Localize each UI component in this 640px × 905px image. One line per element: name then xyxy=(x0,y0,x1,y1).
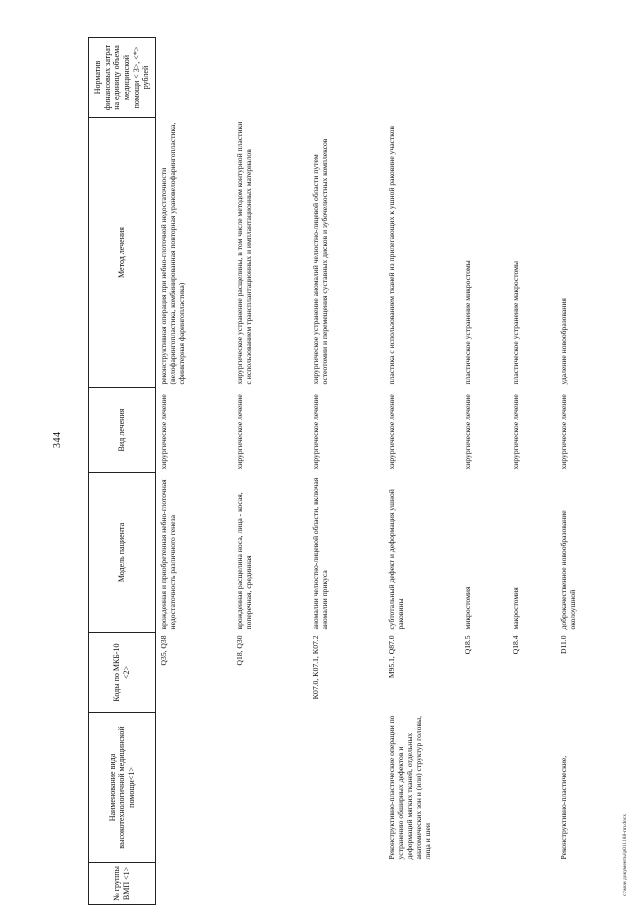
cell-treatment-method: хирургическое устранение расщелины, в том числе методом контурной пластики с использованием трансплантационных и имплантационных материалов xyxy=(235,121,254,385)
cell-cost xyxy=(556,38,592,118)
cell-group-number xyxy=(308,863,384,905)
table-row xyxy=(384,38,460,905)
cell-treatment-type: хирургическое лечение xyxy=(235,394,244,470)
cell-group-number xyxy=(384,863,460,905)
cell-treatment-type: хирургическое лечение xyxy=(311,394,320,470)
header-patient-model: Модель пациента xyxy=(89,473,156,633)
cell-group-number xyxy=(556,863,592,905)
cell-patient-model: врожденная расщелина носа, лица - косая, поперечная, срединная xyxy=(235,492,254,630)
cell-care-name xyxy=(508,713,556,863)
table-row xyxy=(232,38,308,905)
cell-cost xyxy=(156,38,233,118)
cell-treatment-type: хирургическое лечение xyxy=(511,394,520,470)
header-treatment-type: Вид лечения xyxy=(89,388,156,473)
cell-treatment-method: хирургическое устранение аномалий челюстно-лицевой области путем остеотомии и перемещения суставных дисков и зубочелюстных комплексов xyxy=(311,138,330,385)
table-row xyxy=(508,38,556,905)
cell-patient-model: микростомия xyxy=(463,586,472,630)
cell-cost xyxy=(460,38,508,118)
cell-group-number xyxy=(156,863,233,905)
cell-treatment-method: удаление новообразования xyxy=(559,298,568,385)
table-header-row xyxy=(89,38,156,905)
cell-patient-model: субтотальный дефект и деформация ушной раковины xyxy=(387,489,406,630)
cell-care-name xyxy=(156,713,233,863)
cell-icd-codes: K07.0, K07.1, K07.2 xyxy=(311,635,320,700)
header-group-number: № группы ВМП <1> xyxy=(89,863,156,905)
cell-care-name: Реконструктивно-пластические операции по устранению обширных дефектов и деформаций мягких тканей, отдельных анатомических зон и (или) структур головы, лица и шеи xyxy=(387,715,433,860)
cell-group-number xyxy=(460,863,508,905)
cell-care-name xyxy=(460,713,508,863)
header-care-type-name: Наименование вида высокотехнологичной медицинской помощи<1> xyxy=(89,713,156,863)
cell-patient-model: макростомия xyxy=(511,587,520,630)
header-cost-standard: Норматив финансовых затрат на единицу объема медицинской помощи < 3>, <*> рублей xyxy=(89,38,156,118)
cell-icd-codes: Q18.4 xyxy=(511,635,520,655)
table-row xyxy=(460,38,508,905)
table-row xyxy=(556,38,592,905)
cell-icd-codes: D11.0 xyxy=(559,635,568,654)
cell-treatment-method: пластика с использованием тканей из прилегающих к ушной раковине участков xyxy=(387,126,396,385)
cell-icd-codes: Q18.5 xyxy=(463,635,472,655)
cell-treatment-type: хирургическое лечение xyxy=(387,394,396,470)
cell-treatment-method: реконструктивная операция при небно-глоточной недостаточности (велофарингопластика, комбинированная повторная урановелофарингопластика, сфинктерная фарингопластика) xyxy=(159,122,187,385)
cell-patient-model: доброкачественное новообразование околоушной xyxy=(559,510,578,630)
header-treatment-method: Метод лечения xyxy=(89,118,156,388)
cell-treatment-method: пластическое устранение макростомы xyxy=(511,260,520,385)
cell-care-name xyxy=(308,713,384,863)
document-path-footer: c:\мои документы\р011188-пп.docx xyxy=(622,814,628,896)
cell-care-name xyxy=(232,713,308,863)
cell-icd-codes: M95.1, Q87.0 xyxy=(387,635,396,679)
cell-cost xyxy=(308,38,384,118)
cell-treatment-type: хирургическое лечение xyxy=(463,394,472,470)
header-icd-codes: Коды по МКБ-10 <2> xyxy=(89,633,156,713)
cell-cost xyxy=(508,38,556,118)
page-number: 344 xyxy=(52,431,63,448)
cell-cost xyxy=(384,38,460,118)
table-row xyxy=(156,38,233,905)
table-row xyxy=(308,38,384,905)
cell-treatment-method: пластическое устранение микростомы xyxy=(463,260,472,385)
cell-care-name: Реконструктивно-пластические, xyxy=(559,755,568,860)
cell-group-number xyxy=(508,863,556,905)
cell-cost xyxy=(232,38,308,118)
cell-treatment-type: хирургическое лечение xyxy=(559,394,568,470)
cell-patient-model: врожденная и приобретенная небно-глоточная недостаточность различного генеза xyxy=(159,479,178,630)
cell-icd-codes: Q35, Q38 xyxy=(159,635,168,666)
cell-patient-model: аномалии челюстно-лицевой области, включая аномалии прикуса xyxy=(311,477,330,630)
rotated-table-container xyxy=(88,38,578,905)
cell-group-number xyxy=(232,863,308,905)
cell-treatment-type: хирургическое лечение xyxy=(159,394,168,470)
cell-icd-codes: Q18, Q30 xyxy=(235,635,244,666)
vmp-table xyxy=(88,37,592,905)
